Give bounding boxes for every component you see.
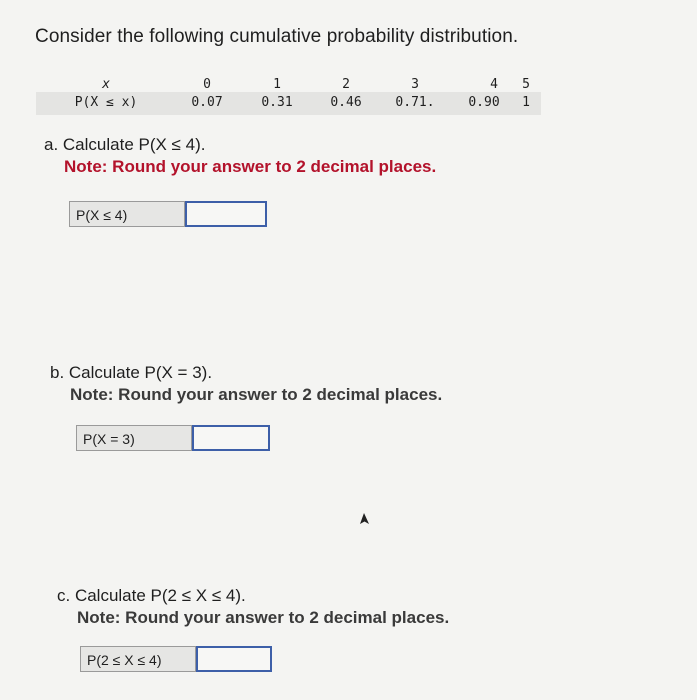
part-b-answer-input[interactable] — [192, 425, 270, 451]
part-c-note: Note: Round your answer to 2 decimal places. — [77, 608, 450, 627]
part-a-answer-label: P(X ≤ 4) — [69, 201, 185, 227]
mouse-pointer-icon — [357, 512, 371, 528]
table-x-cell: 0 — [203, 77, 211, 92]
table-p-cell: 0.71. — [395, 95, 435, 110]
part-c-answer-input[interactable] — [196, 646, 272, 672]
table-p-cell: 0.46 — [330, 95, 362, 110]
part-a — [44, 135, 436, 177]
part-b-question: b. Calculate P(X = 3). — [50, 363, 213, 382]
part-c-answer-row — [80, 646, 272, 674]
distribution-table — [36, 76, 541, 116]
table-x-cell: 2 — [342, 77, 350, 92]
table-p-cell: 0.90 — [468, 95, 500, 110]
table-x-cell: 3 — [411, 77, 419, 92]
question-text: Consider the following cumulative probability distribution. — [35, 26, 519, 47]
part-c-question: c. Calculate P(2 ≤ X ≤ 4). — [57, 586, 246, 605]
table-x-header: x — [102, 77, 110, 92]
part-a-note: Note: Round your answer to 2 decimal places. — [64, 157, 437, 176]
part-c-answer-label: P(2 ≤ X ≤ 4) — [80, 646, 196, 672]
part-b-answer-row — [76, 425, 270, 453]
table-p-cell: 0.31 — [261, 95, 293, 110]
part-a-question: a. Calculate P(X ≤ 4). — [44, 135, 206, 154]
part-c — [57, 586, 449, 628]
table-x-cell: 5 — [522, 77, 530, 92]
table-p-header: P(X ≤ x) — [74, 95, 138, 110]
table-p-cell: 0.07 — [191, 95, 223, 110]
part-b-note: Note: Round your answer to 2 decimal places. — [70, 385, 443, 404]
table-x-cell: 4 — [490, 77, 498, 92]
table-x-cell: 1 — [273, 77, 281, 92]
part-b-answer-label: P(X = 3) — [76, 425, 192, 451]
table-p-cell: 1 — [522, 95, 530, 110]
part-a-answer-row — [69, 201, 267, 229]
part-b — [50, 363, 442, 405]
part-a-answer-input[interactable] — [185, 201, 267, 227]
